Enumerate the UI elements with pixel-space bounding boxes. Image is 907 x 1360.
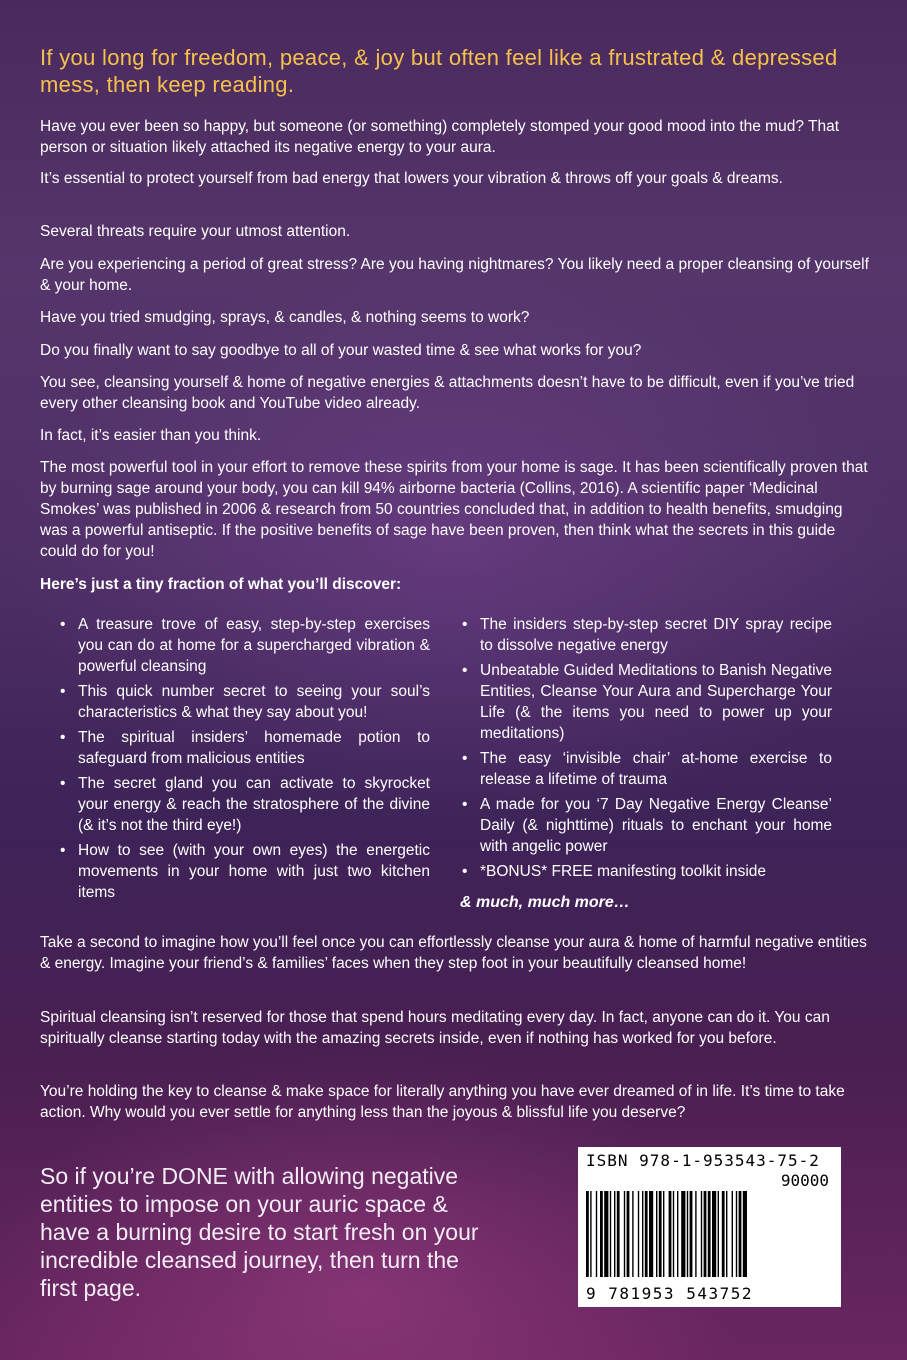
paragraph: Have you tried smudging, sprays, & candles, & nothing seems to work?	[40, 309, 530, 326]
list-item: • The secret gland you can activate to skyrocket your energy & reach the stratosphere of the divine (& it’s not the third eye!)	[60, 773, 430, 836]
paragraph: Spiritual cleansing isn’t reserved for those that spend hours meditating every day. In fact, anyone can do it. You can spiritually cleanse starting today with the amazing secrets inside, even if nothing has worked for you before.	[40, 1009, 830, 1047]
discover-heading: Here’s just a tiny fraction of what you’ll discover:	[40, 576, 402, 593]
paragraph: Several threats require your utmost attention.	[40, 223, 351, 240]
paragraph: Do you finally want to say goodbye to all of your wasted time & see what works for you?	[40, 342, 642, 359]
headline: If you long for freedom, peace, & joy but often feel like a frustrated & depressed mess, then keep reading.	[40, 45, 838, 97]
paragraph: The most powerful tool in your effort to remove these spirits from your home is sage. It has been scientifically proven that by burning sage around your body, you can kill 94% airborne bacteria (Collins, 2016). A scientific paper ‘Medicinal Smokes’ was published in 2006 & research from 50 countries concluded that, in addition to health benefits, smudging was a powerful antiseptic. If the positive benefits of sage have been proven, then think what the secrets in this guide could do for you!	[40, 459, 868, 560]
barcode-bars-icon	[584, 1191, 834, 1279]
paragraph: Take a second to imagine how you’ll feel once you can effortlessly cleanse your aura & home of harmful negative entities & energy. Imagine your friend’s & families’ faces when they step foot in your beautifully cleansed home!	[40, 934, 867, 972]
price-code: 90000	[780, 1171, 829, 1190]
paragraph: It’s essential to protect yourself from bad energy that lowers your vibration & throws off your goals & dreams.	[40, 170, 783, 187]
list-item: • This quick number secret to seeing your soul’s characteristics & what they say about you!	[60, 681, 430, 723]
paragraph: You see, cleansing yourself & home of negative energies & attachments doesn’t have to be difficult, even if you’ve tried every other cleansing book and YouTube video already.	[40, 374, 855, 412]
list-item: • The spiritual insiders’ homemade potion to safeguard from malicious entities	[60, 727, 430, 769]
list-item: • *BONUS* FREE manifesting toolkit inside	[462, 861, 832, 882]
list-item: • How to see (with your own eyes) the energetic movements in your home with just two kitchen items	[60, 840, 430, 903]
bullet-list-right	[462, 614, 832, 886]
paragraph: You’re holding the key to cleanse & make space for literally anything you have ever dreamed of in life. It’s time to take action. Why would you ever settle for anything less than the joyous & blissful life you deserve?	[40, 1083, 845, 1121]
paragraph: Have you ever been so happy, but someone (or something) completely stomped your good mood into the mud? That person or situation likely attached its negative energy to your aura.	[40, 118, 839, 156]
isbn-barcode	[578, 1147, 841, 1307]
list-item: • A made for you ‘7 Day Negative Energy Cleanse’ Daily (& nighttime) rituals to enchant your home with angelic power	[462, 794, 832, 857]
paragraph: In fact, it’s easier than you think.	[40, 427, 262, 444]
list-item: • A treasure trove of easy, step-by-step exercises you can do at home for a supercharged vibration & powerful cleansing	[60, 614, 430, 677]
ean-number: 9 781953 543752	[586, 1284, 753, 1303]
list-item: • The insiders step-by-step secret DIY spray recipe to dissolve negative energy	[462, 614, 832, 656]
call-to-action: So if you’re DONE with allowing negative entities to impose on your auric space & have a burning desire to start fresh on your incredible cleansed journey, then turn the first page.	[40, 1163, 479, 1301]
list-item: • The easy ‘invisible chair’ at-home exercise to release a lifetime of trauma	[462, 748, 832, 790]
paragraph: Are you experiencing a period of great stress? Are you having nightmares? You likely need a proper cleansing of yourself & your home.	[40, 256, 869, 294]
list-item: • Unbeatable Guided Meditations to Banish Negative Entities, Cleanse Your Aura and Supercharge Your Life (& the items you need to power up your meditations)	[462, 660, 832, 744]
much-more-text: & much, much more…	[460, 894, 630, 911]
isbn-number: ISBN 978-1-953543-75-2	[586, 1151, 820, 1170]
bullet-list-left	[60, 614, 430, 907]
